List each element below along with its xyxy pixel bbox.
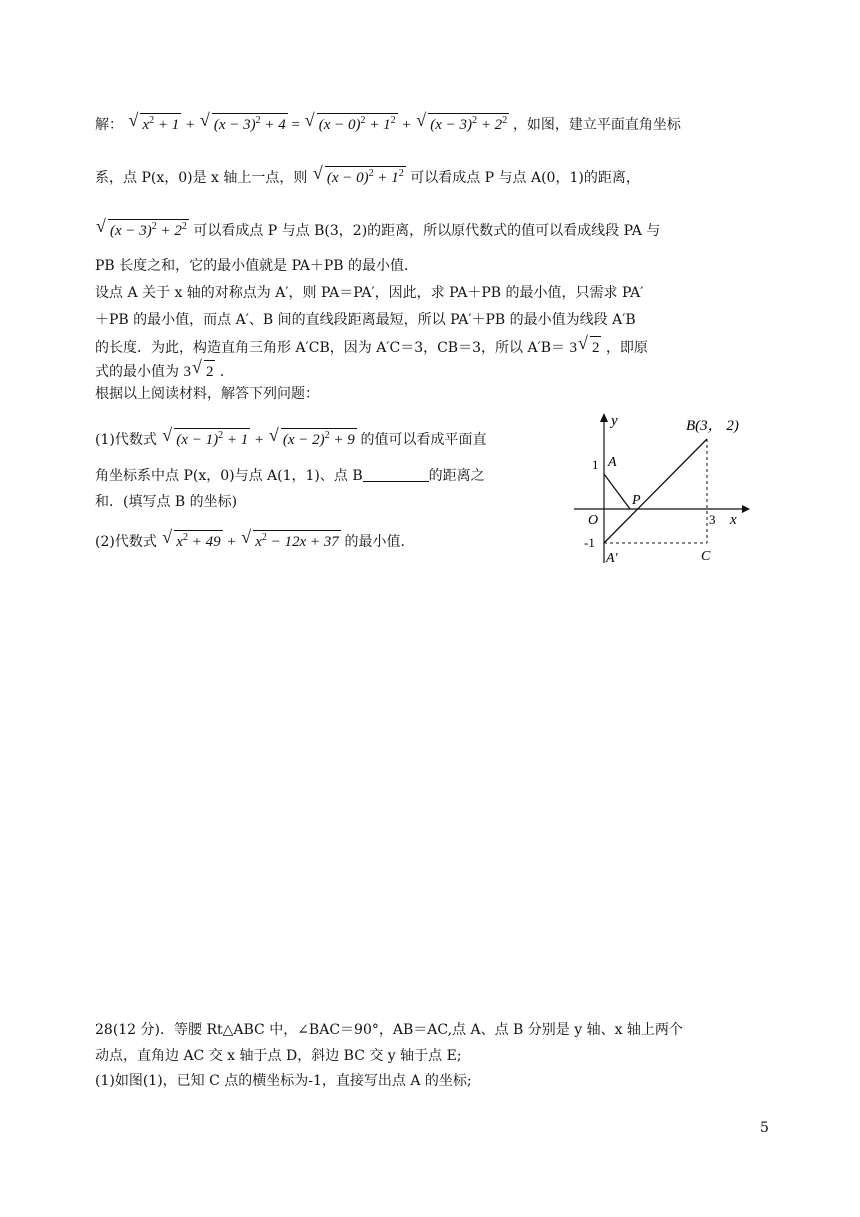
point-c-label: C xyxy=(701,549,711,564)
solution-line-3-text: 可以看成点 P 与点 B(3，2)的距离，所以原代数式的值可以看成线段 PA 与 xyxy=(193,223,661,239)
page-number: 5 xyxy=(760,1120,769,1136)
point-b-label: B(3， 2) xyxy=(686,418,739,434)
solution-line-2 xyxy=(95,166,640,188)
y-axis-arrow xyxy=(600,413,608,422)
question-2-text: 的最小值． xyxy=(344,534,415,550)
x-axis-arrow xyxy=(742,505,750,513)
formula-q2: √ $x^2 + 49$ + √ $x^2 - 12x + 37$ xyxy=(161,534,344,550)
question-1-line-3: 和．(填写点 B 的坐标) xyxy=(95,494,238,510)
tick-1-label: 1 xyxy=(592,457,599,472)
solution-line-7-text: 的长度．为此，构造直角三角形 A′CB，因为 A′C＝3，CB＝3，所以 A′B＝ xyxy=(95,340,566,356)
origin-label: O xyxy=(588,513,599,528)
formula-sum: √ $x^2 + 1$ + √ $(x - 3)^2 + 4$ = √ $(x - 0)^2 + 1^2$ + √ $(x - 3)^2 + 2^2$ xyxy=(127,117,512,133)
y-label: y xyxy=(611,413,618,429)
point-a-prime-label: A′ xyxy=(606,551,618,566)
formula-pa: √ $(x - 0)^2 + 1^2$ xyxy=(312,170,406,186)
problem-28-line-2: 动点，直角边 AC 交 x 轴于点 D，斜边 BC 交 y 轴于点 E; xyxy=(95,1048,462,1064)
solution-line-7 xyxy=(95,336,648,358)
question-1-label: (1)代数式 xyxy=(95,432,157,448)
formula-3root2: 3√ 2 xyxy=(569,340,601,356)
question-1-line-1 xyxy=(95,428,486,450)
problem-28-line-1: 28(12 分)．等腰 Rt△ABC 中，∠BAC＝90°，AB＝AC,点 A、点 B 分别是 y 轴、x 轴上两个 xyxy=(95,1022,683,1038)
question-2-label: (2)代数式 xyxy=(95,534,157,550)
coordinate-figure xyxy=(570,408,770,568)
solution-line-8 xyxy=(95,360,234,382)
question-1-text-c: 角坐标系中点 P(x，0)与点 A(1，1)、点 B xyxy=(95,468,363,484)
tick-3-label: 3 xyxy=(709,512,716,527)
question-1-text-d: 的距离之 xyxy=(428,468,485,484)
answer-blank[interactable] xyxy=(363,467,429,482)
tick-neg1-label: -1 xyxy=(584,535,595,550)
formula-3root2-b: 3√ 2 xyxy=(183,364,215,380)
point-p-label: P xyxy=(632,493,641,508)
formula-pb: √ $(x - 3)^2 + 2^2$ xyxy=(95,223,189,239)
solution-line-7-end: ，即原 xyxy=(605,340,648,356)
solution-line-8-text: 式的最小值为 xyxy=(95,364,179,380)
solution-line-8-end: ． xyxy=(219,364,234,380)
solution-label: 解： xyxy=(95,117,123,133)
formula-q1: √ $(x - 1)^2 + 1$ + √ $(x - 2)^2 + 9$ xyxy=(161,432,360,448)
segment-a-prime-b xyxy=(604,439,707,543)
solution-line-5: 设点 A 关于 x 轴的对称点为 A′，则 PA＝PA′，因此，求 PA＋PB 的最小值，只需求 PA′ xyxy=(95,285,644,301)
problem-28-line-3: (1)如图(1)，已知 C 点的横坐标为-1，直接写出点 A 的坐标; xyxy=(95,1073,472,1089)
question-1-text-b: 的值可以看成平面直 xyxy=(360,432,487,448)
x-label: x xyxy=(730,512,737,528)
point-a-label: A xyxy=(608,455,617,470)
solution-line-6: ＋PB 的最小值，而点 A′、B 间的直线段距离最短，所以 PA′＋PB 的最小值为线段 A′B xyxy=(95,312,636,328)
solution-line-3 xyxy=(95,219,660,241)
solution-line-2b: 可以看成点 P 与点 A(0，1)的距离， xyxy=(410,170,640,186)
solution-line-2a: 系，点 P(x，0)是 x 轴上一点，则 xyxy=(95,170,308,186)
solution-line-1-text: ，如图，建立平面直角坐标 xyxy=(512,117,681,133)
question-1-line-2 xyxy=(95,466,485,486)
segment-ap xyxy=(604,474,630,509)
solution-line-1 xyxy=(95,113,681,135)
solution-line-9: 根据以上阅读材料，解答下列问题： xyxy=(95,386,319,402)
solution-line-4: PB 长度之和，它的最小值就是 PA＋PB 的最小值． xyxy=(95,258,419,274)
question-2 xyxy=(95,530,415,552)
